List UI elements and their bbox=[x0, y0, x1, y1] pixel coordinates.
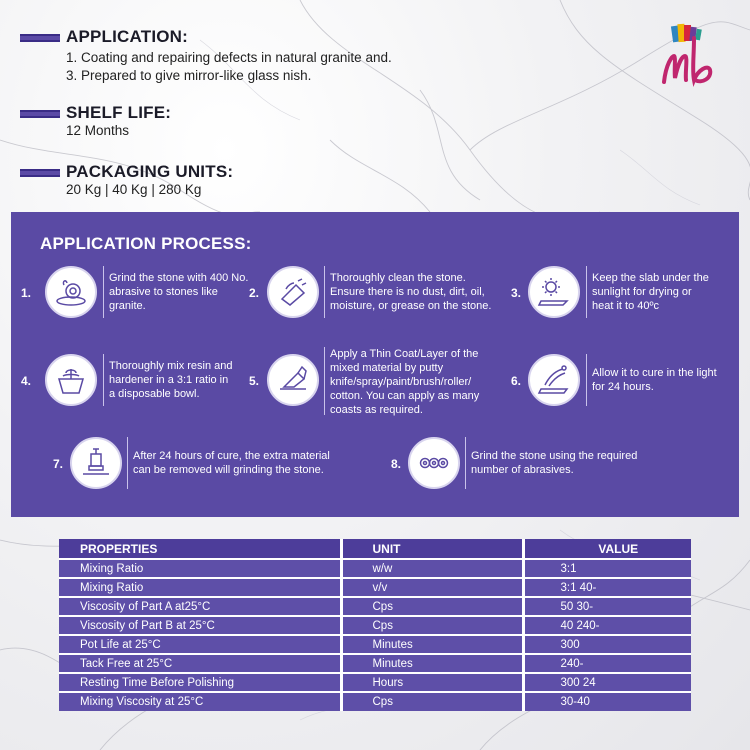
step-number: 8. bbox=[391, 457, 402, 471]
value-cell: 40 240- bbox=[523, 616, 691, 635]
column-header: UNIT bbox=[341, 539, 523, 559]
table-row bbox=[59, 673, 691, 692]
divider-line bbox=[324, 266, 325, 318]
step-text: After 24 hours of cure, the extra material can be removed will grinding the stone. bbox=[133, 450, 330, 476]
table-header-row bbox=[59, 539, 691, 559]
property-cell: Mixing Ratio bbox=[59, 578, 341, 597]
step-text: Keep the slab under the sunlight for drying or heat it to 40ºc bbox=[592, 272, 709, 312]
application-process-panel bbox=[11, 212, 739, 517]
table-row bbox=[59, 597, 691, 616]
table-row bbox=[59, 635, 691, 654]
table-row bbox=[59, 654, 691, 673]
table-row bbox=[59, 692, 691, 711]
sunlight-slab-icon bbox=[528, 266, 580, 318]
abrasive-pads-icon bbox=[408, 437, 460, 489]
value-cell: 3:1 bbox=[523, 559, 691, 578]
value-cell: 300 bbox=[523, 635, 691, 654]
brand-logo-icon bbox=[658, 20, 718, 90]
unit-cell: w/w bbox=[341, 559, 523, 578]
value-cell: 3:1 40- bbox=[523, 578, 691, 597]
unit-cell: Cps bbox=[341, 616, 523, 635]
mixing-bowl-icon bbox=[45, 354, 97, 406]
unit-cell: Cps bbox=[341, 692, 523, 711]
property-cell: Tack Free at 25°C bbox=[59, 654, 341, 673]
process-title: APPLICATION PROCESS: bbox=[40, 234, 252, 253]
property-cell: Mixing Ratio bbox=[59, 559, 341, 578]
properties-section bbox=[0, 517, 750, 750]
divider-line bbox=[324, 347, 325, 415]
step-number: 1. bbox=[21, 286, 32, 300]
table-row bbox=[59, 578, 691, 597]
value-cell: 30-40 bbox=[523, 692, 691, 711]
unit-cell: Hours bbox=[341, 673, 523, 692]
grinding-machine-icon bbox=[70, 437, 122, 489]
packaging-value: 20 Kg | 40 Kg | 280 Kg bbox=[66, 182, 202, 197]
section-bar-icon bbox=[20, 110, 60, 118]
application-title: APPLICATION: bbox=[66, 27, 189, 46]
divider-line bbox=[103, 266, 104, 318]
cleaning-cloth-icon bbox=[267, 266, 319, 318]
section-bar-icon bbox=[20, 34, 60, 42]
unit-cell: Minutes bbox=[341, 654, 523, 673]
unit-cell: v/v bbox=[341, 578, 523, 597]
step-number: 6. bbox=[511, 374, 522, 388]
step-text: Grind the stone with 400 No. abrasive to stones like granite. bbox=[109, 272, 249, 312]
properties-table bbox=[59, 539, 691, 711]
column-header: VALUE bbox=[523, 539, 691, 559]
step-text: Apply a Thin Coat/Layer of the mixed material by putty knife/spray/paint/brush/roller/ cotton. You can apply as many coasts as required. bbox=[330, 348, 480, 416]
step-number: 3. bbox=[511, 286, 522, 300]
step-text: Thoroughly mix resin and hardener in a 3:1 ratio in a disposable bowl. bbox=[109, 360, 233, 400]
divider-line bbox=[586, 266, 587, 318]
step-number: 4. bbox=[21, 374, 32, 388]
property-cell: Viscosity of Part A at25°C bbox=[59, 597, 341, 616]
divider-line bbox=[465, 437, 466, 489]
section-bar-icon bbox=[20, 169, 60, 177]
step-number: 7. bbox=[53, 457, 64, 471]
shelf-life-value: 12 Months bbox=[66, 123, 130, 138]
value-cell: 240- bbox=[523, 654, 691, 673]
step-number: 5. bbox=[249, 374, 260, 388]
value-cell: 300 24 bbox=[523, 673, 691, 692]
column-header: PROPERTIES bbox=[59, 539, 341, 559]
step-text: Allow it to cure in the light for 24 hours. bbox=[592, 367, 717, 393]
application-line: 3. Prepared to give mirror-like glass nish. bbox=[66, 68, 312, 83]
application-line: 1. Coating and repairing defects in natural granite and. bbox=[66, 50, 392, 65]
table-row bbox=[59, 559, 691, 578]
divider-line bbox=[586, 354, 587, 406]
step-text: Grind the stone using the required number of abrasives. bbox=[471, 450, 638, 476]
putty-knife-icon bbox=[267, 354, 319, 406]
unit-cell: Minutes bbox=[341, 635, 523, 654]
shelf-life-title: SHELF LIFE: bbox=[66, 103, 172, 122]
property-cell: Resting Time Before Polishing bbox=[59, 673, 341, 692]
property-cell: Mixing Viscosity at 25°C bbox=[59, 692, 341, 711]
divider-line bbox=[103, 354, 104, 406]
unit-cell: Cps bbox=[341, 597, 523, 616]
step-number: 2. bbox=[249, 286, 260, 300]
step-text: Thoroughly clean the stone. Ensure there is no dust, dirt, oil, moisture, or grease on the stone. bbox=[330, 272, 492, 312]
packaging-title: PACKAGING UNITS: bbox=[66, 162, 234, 181]
abrasive-disc-icon bbox=[45, 266, 97, 318]
table-row bbox=[59, 616, 691, 635]
property-cell: Viscosity of Part B at 25°C bbox=[59, 616, 341, 635]
property-cell: Pot Life at 25°C bbox=[59, 635, 341, 654]
curing-light-icon bbox=[528, 354, 580, 406]
divider-line bbox=[127, 437, 128, 489]
value-cell: 50 30- bbox=[523, 597, 691, 616]
header-section bbox=[0, 0, 750, 212]
